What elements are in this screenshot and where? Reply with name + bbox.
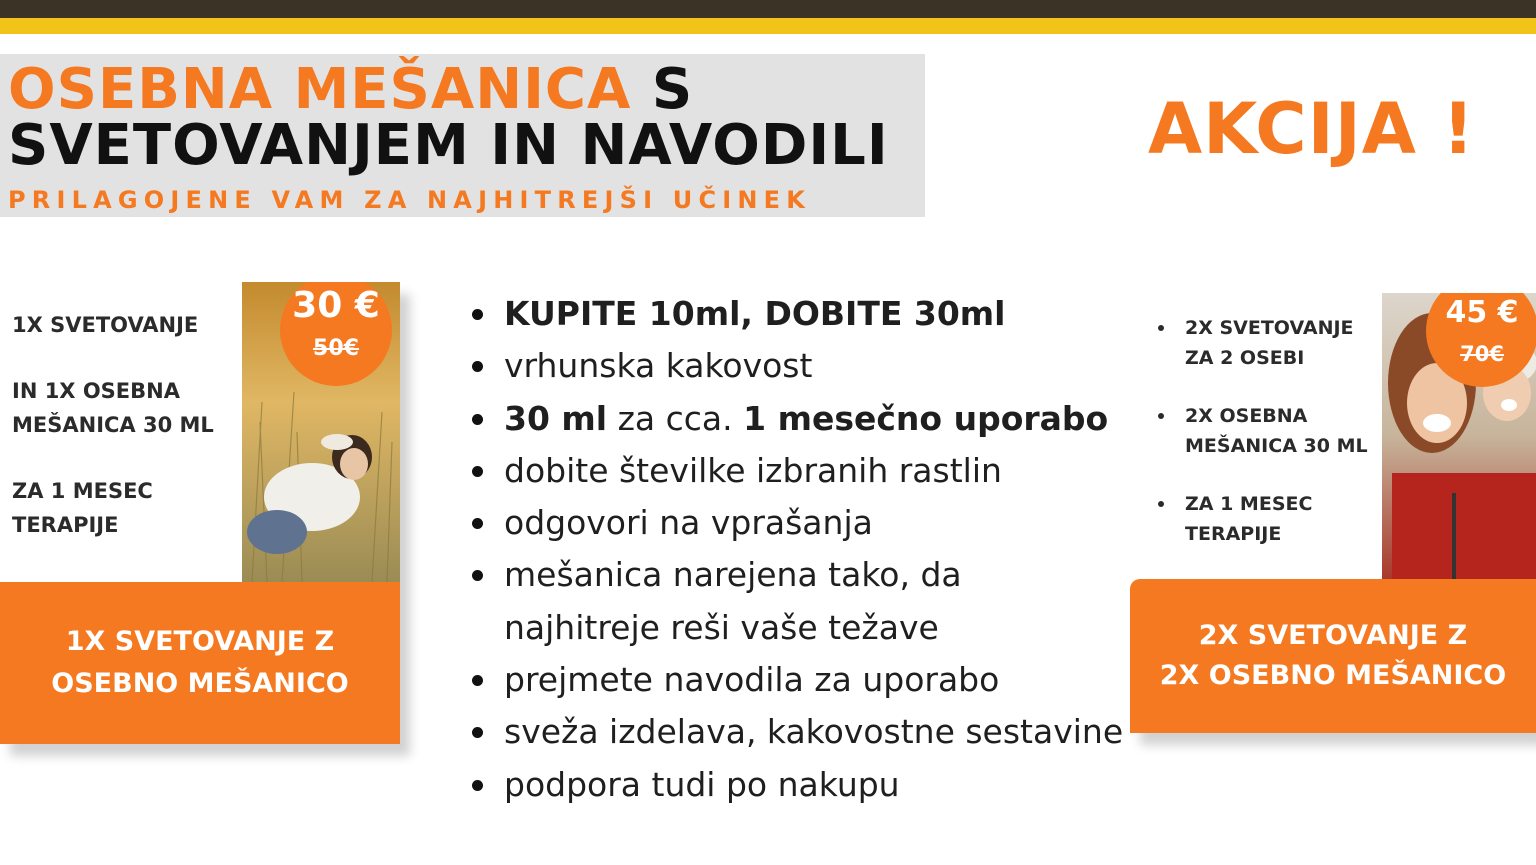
benefit-item: dobite številke izbranih rastlin <box>470 445 1130 497</box>
benefit-item: sveža izdelava, kakovostne sestavine <box>470 706 1130 758</box>
benefit-item-continued: najhitreje reši vaše težave <box>504 607 939 647</box>
order-double-button[interactable] <box>1130 579 1536 733</box>
offer-features-single <box>12 308 214 574</box>
order-double-line1: 2X SVETOVANJE Z <box>1198 620 1468 651</box>
feature-line: ZA 2 OSEBI <box>1185 347 1305 369</box>
title-connector: S <box>631 57 694 122</box>
feature-duration-line1: ZA 1 MESEC <box>12 479 153 503</box>
feature-item <box>1158 489 1368 549</box>
benefits-list <box>470 288 1130 811</box>
feature-duration <box>12 474 214 542</box>
page-subtitle: PRILAGOJENE VAM ZA NAJHITREJŠI UČINEK <box>8 186 812 214</box>
title-highlight: OSEBNA MEŠANICA <box>8 57 632 122</box>
offer-card-double <box>1130 293 1536 733</box>
current-price: 30 € <box>292 285 380 326</box>
feature-line: 2X SVETOVANJE <box>1185 317 1354 339</box>
top-bar-yellow <box>0 18 1536 34</box>
benefit-bold-duration: 1 mesečno uporabo <box>743 398 1109 438</box>
benefit-item: vrhunska kakovost <box>470 340 1130 392</box>
woman-in-grass-photo <box>242 282 400 582</box>
order-single-button[interactable] <box>0 582 400 744</box>
feature-item <box>1158 401 1368 461</box>
benefit-item <box>470 288 1130 340</box>
old-price: 70€ <box>1460 342 1504 366</box>
mother-and-child-photo <box>1382 293 1536 579</box>
benefit-item: odgovori na vprašanja <box>470 497 1130 549</box>
old-price: 50€ <box>313 336 359 361</box>
offer-card-single <box>0 282 400 744</box>
benefit-item <box>470 393 1130 445</box>
order-single-line2: OSEBNO MEŠANICO <box>51 668 349 699</box>
benefit-item: podpora tudi po nakupu <box>470 759 1130 811</box>
feature-line: ZA 1 MESEC <box>1185 493 1313 515</box>
promo-heading: AKCIJA ! <box>1148 88 1476 170</box>
benefit-item: prejmete navodila za uporabo <box>470 654 1130 706</box>
benefit-text: KUPITE 10ml, DOBITE 30ml <box>504 294 1006 333</box>
feature-line: TERAPIJE <box>1185 523 1282 545</box>
feature-duration-line2: TERAPIJE <box>12 513 119 537</box>
order-double-line2: 2X OSEBNO MEŠANICO <box>1159 660 1507 691</box>
feature-line: MEŠANICA 30 ML <box>1185 435 1368 457</box>
offer-features-double <box>1158 313 1368 577</box>
feature-consultation: 1X SVETOVANJE <box>12 313 199 337</box>
current-price: 45 € <box>1445 295 1519 330</box>
feature-line: 2X OSEBNA <box>1185 405 1308 427</box>
feature-mixture <box>12 374 214 442</box>
order-single-line1: 1X SVETOVANJE Z <box>65 626 335 657</box>
feature-mixture-line1: IN 1X OSEBNA <box>12 379 180 403</box>
benefit-bold-amount: 30 ml <box>504 398 608 438</box>
feature-item <box>1158 313 1368 373</box>
feature-mixture-line2: MEŠANICA 30 ML <box>12 413 214 437</box>
title-second-line: SVETOVANJEM IN NAVODILI <box>8 113 889 178</box>
page-title <box>8 57 889 178</box>
top-bar-dark <box>0 0 1536 18</box>
benefit-text: za cca. <box>607 398 744 438</box>
benefit-item: mešanica narejena tako, da <box>470 549 1130 601</box>
